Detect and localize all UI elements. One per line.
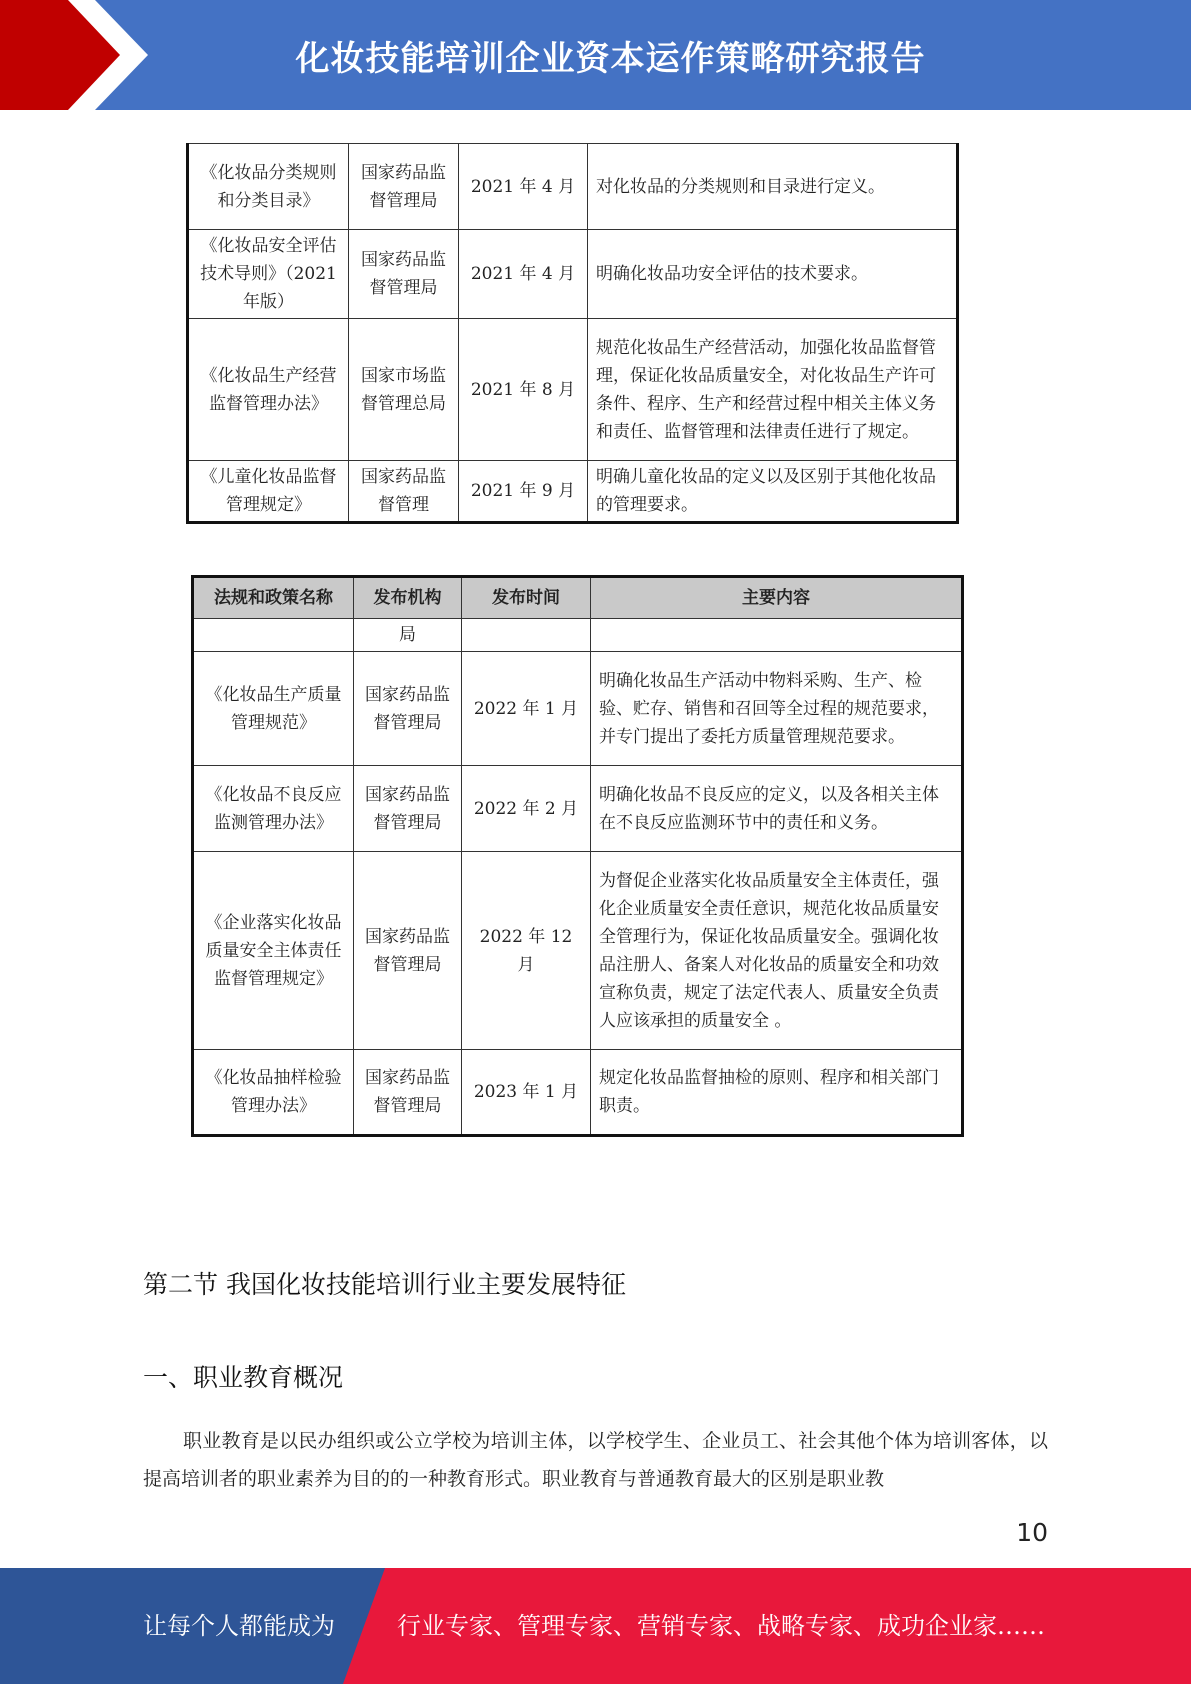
regulation-name: 《化妆品分类规则和分类目录》	[188, 144, 349, 230]
regulation-name: 《化妆品安全评估技术导则》（2021 年版）	[188, 230, 349, 319]
table-row	[193, 766, 963, 852]
table-row	[193, 1050, 963, 1136]
issue-date: 2021 年 4 月	[459, 144, 588, 230]
main-content: 明确化妆品不良反应的定义，以及各相关主体在不良反应监测环节中的责任和义务。	[591, 766, 963, 852]
table-row	[188, 144, 958, 230]
footer-slogan-right: 行业专家、管理专家、营销专家、战略专家、成功企业家……	[397, 1612, 1045, 1640]
table-row	[188, 230, 958, 319]
issuing-org: 国家药品监督管理局	[354, 766, 462, 852]
regulation-name: 《化妆品抽样检验管理办法》	[193, 1050, 354, 1136]
main-content	[591, 619, 963, 652]
table-row	[193, 652, 963, 766]
issue-date	[462, 619, 591, 652]
issuing-org: 国家药品监督管理	[349, 461, 459, 523]
regulation-table-2	[191, 575, 964, 1137]
issue-date: 2021 年 8 月	[459, 319, 588, 461]
header-banner	[0, 0, 1191, 110]
issue-date: 2022 年 1 月	[462, 652, 591, 766]
issue-date: 2022 年 2 月	[462, 766, 591, 852]
issuing-org: 国家药品监督管理局	[354, 852, 462, 1050]
main-content: 规定化妆品监督抽检的原则、程序和相关部门职责。	[591, 1050, 963, 1136]
regulation-name: 《企业落实化妆品质量安全主体责任监督管理规定》	[193, 852, 354, 1050]
column-header-org: 发布机构	[354, 577, 462, 619]
column-header-date: 发布时间	[462, 577, 591, 619]
header-arrow-icon	[0, 0, 150, 110]
issuing-org: 局	[354, 619, 462, 652]
main-content: 对化妆品的分类规则和目录进行定义。	[588, 144, 958, 230]
issuing-org: 国家药品监督管理局	[354, 1050, 462, 1136]
main-content: 明确化妆品功安全评估的技术要求。	[588, 230, 958, 319]
regulation-name: 《化妆品生产经营监督管理办法》	[188, 319, 349, 461]
issuing-org: 国家市场监督管理总局	[349, 319, 459, 461]
regulation-table-1	[186, 143, 959, 524]
table-row	[188, 319, 958, 461]
main-content: 明确儿童化妆品的定义以及区别于其他化妆品的管理要求。	[588, 461, 958, 523]
footer-banner	[0, 1568, 1191, 1684]
regulation-name: 《化妆品不良反应监测管理办法》	[193, 766, 354, 852]
issuing-org: 国家药品监督管理局	[349, 144, 459, 230]
issue-date: 2021 年 4 月	[459, 230, 588, 319]
table-row	[193, 852, 963, 1050]
table-header-row	[193, 577, 963, 619]
main-content: 明确化妆品生产活动中物料采购、生产、检验、贮存、销售和召回等全过程的规范要求，并专门提出了委托方质量管理规范要求。	[591, 652, 963, 766]
subsection-heading: 一、职业教育概况	[143, 1363, 344, 1392]
body-paragraph: 职业教育是以民办组织或公立学校为培训主体，以学校学生、企业员工、社会其他个体为培训客体，以提高培训者的职业素养为目的的一种教育形式。职业教育与普通教育最大的区别是职业教	[143, 1430, 1048, 1490]
main-content: 为督促企业落实化妆品质量安全主体责任，强化企业质量安全责任意识，规范化妆品质量安全管理行为，保证化妆品质量安全。强调化妆品注册人、备案人对化妆品的质量安全和功效宣称负责，规定了法定代表人、质量安全负责人应该承担的质量安全 。	[591, 852, 963, 1050]
issue-date: 2022 年 12 月	[462, 852, 591, 1050]
section-heading: 第二节 我国化妆技能培训行业主要发展特征	[143, 1270, 626, 1299]
issuing-org: 国家药品监督管理局	[354, 652, 462, 766]
report-title: 化妆技能培训企业资本运作策略研究报告	[295, 38, 926, 79]
issue-date: 2021 年 9 月	[459, 461, 588, 523]
main-content: 规范化妆品生产经营活动，加强化妆品监督管理，保证化妆品质量安全，对化妆品生产许可条件、程序、生产和经营过程中相关主体义务和责任、监督管理和法律责任进行了规定。	[588, 319, 958, 461]
table-row	[193, 619, 963, 652]
column-header-content: 主要内容	[591, 577, 963, 619]
table-row	[188, 461, 958, 523]
regulation-name	[193, 619, 354, 652]
page-number: 10	[1016, 1518, 1048, 1547]
issuing-org: 国家药品监督管理局	[349, 230, 459, 319]
column-header-name: 法规和政策名称	[193, 577, 354, 619]
regulation-name: 《儿童化妆品监督管理规定》	[188, 461, 349, 523]
footer-slogan-left: 让每个人都能成为	[143, 1612, 335, 1640]
issue-date: 2023 年 1 月	[462, 1050, 591, 1136]
regulation-name: 《化妆品生产质量管理规范》	[193, 652, 354, 766]
